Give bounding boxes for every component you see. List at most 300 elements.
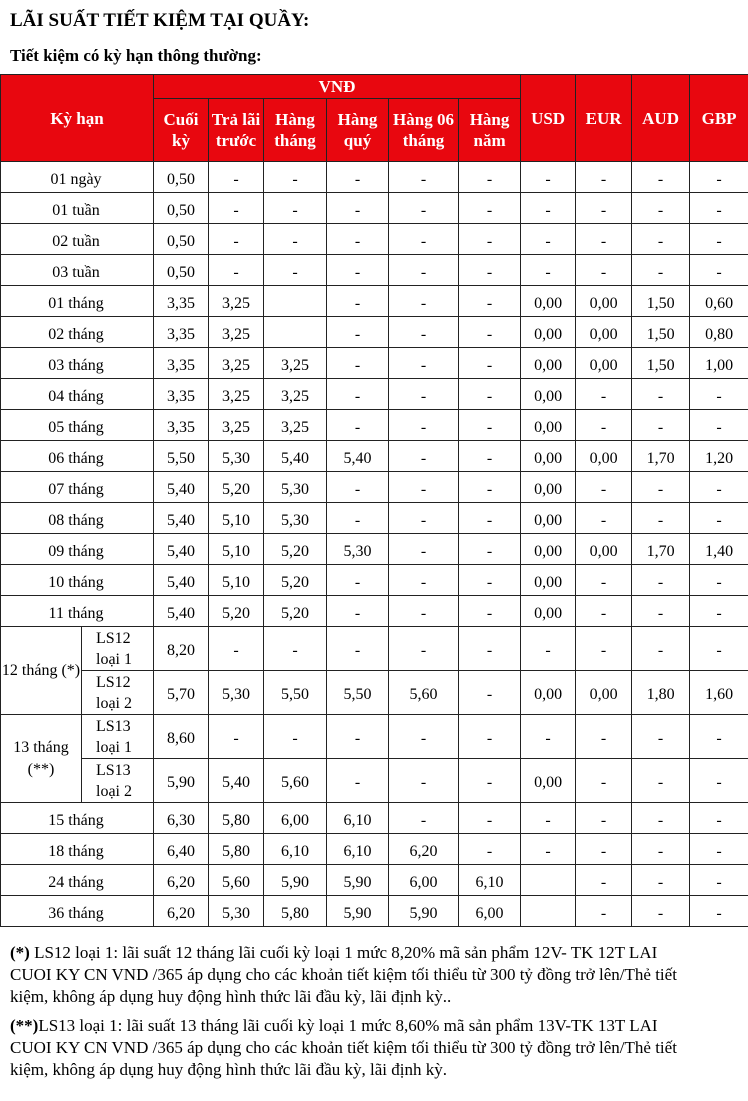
cell-usd: - [521, 834, 576, 865]
table-row [1, 671, 748, 715]
cell-usd: - [521, 224, 576, 255]
cell-eur: - [576, 759, 632, 803]
table-row [1, 896, 748, 927]
cell-annual: - [459, 715, 521, 759]
cell-quarterly: - [327, 255, 389, 286]
cell-annual: - [459, 627, 521, 671]
table-row [1, 715, 748, 759]
cell-monthly: - [264, 255, 327, 286]
cell-gbp: - [690, 193, 748, 224]
cell-semiannual: - [389, 803, 459, 834]
cell-gbp: - [690, 596, 748, 627]
cell-end-of-term: 0,50 [154, 162, 209, 193]
cell-monthly [264, 286, 327, 317]
cell-usd: 0,00 [521, 317, 576, 348]
footnote-mark: (*) [10, 943, 30, 962]
cell-prepaid: 5,40 [209, 759, 264, 803]
cell-usd: - [521, 627, 576, 671]
term-label: 01 tuần [1, 193, 154, 224]
cell-semiannual: 5,90 [389, 896, 459, 927]
term-label: 15 tháng [1, 803, 154, 834]
cell-monthly: 5,60 [264, 759, 327, 803]
cell-annual: - [459, 410, 521, 441]
cell-gbp: - [690, 224, 748, 255]
cell-eur: - [576, 896, 632, 927]
table-row [1, 472, 748, 503]
cell-quarterly: - [327, 715, 389, 759]
cell-prepaid: 3,25 [209, 317, 264, 348]
table-row [1, 759, 748, 803]
cell-annual: - [459, 162, 521, 193]
table-row [1, 503, 748, 534]
footnote-mark: (**) [10, 1016, 39, 1035]
cell-prepaid: 5,10 [209, 534, 264, 565]
product-label: LS12 loại 2 [82, 671, 154, 715]
footnote-ls12 [10, 942, 748, 1008]
table-row [1, 441, 748, 472]
header-aud: AUD [632, 75, 690, 162]
cell-usd: 0,00 [521, 759, 576, 803]
cell-monthly: 5,80 [264, 896, 327, 927]
cell-gbp: - [690, 834, 748, 865]
header-annual: Hàng năm [459, 99, 521, 162]
cell-eur: 0,00 [576, 286, 632, 317]
cell-quarterly: - [327, 317, 389, 348]
cell-annual: - [459, 834, 521, 865]
cell-aud: - [632, 896, 690, 927]
cell-quarterly: - [327, 286, 389, 317]
cell-aud: - [632, 224, 690, 255]
cell-gbp: - [690, 627, 748, 671]
cell-end-of-term: 5,40 [154, 596, 209, 627]
term-label: 09 tháng [1, 534, 154, 565]
cell-annual: - [459, 671, 521, 715]
cell-gbp: - [690, 472, 748, 503]
cell-end-of-term: 3,35 [154, 410, 209, 441]
cell-gbp: - [690, 162, 748, 193]
cell-gbp: 1,20 [690, 441, 748, 472]
cell-monthly: 5,30 [264, 503, 327, 534]
cell-monthly: 5,50 [264, 671, 327, 715]
cell-usd: 0,00 [521, 379, 576, 410]
cell-monthly: 5,20 [264, 565, 327, 596]
header-quarterly: Hàng quý [327, 99, 389, 162]
cell-monthly: 5,90 [264, 865, 327, 896]
cell-gbp: 0,80 [690, 317, 748, 348]
cell-end-of-term: 3,35 [154, 286, 209, 317]
cell-end-of-term: 8,60 [154, 715, 209, 759]
product-label: LS12 loại 1 [82, 627, 154, 671]
term-label: 07 tháng [1, 472, 154, 503]
cell-usd: 0,00 [521, 286, 576, 317]
cell-aud: - [632, 503, 690, 534]
cell-end-of-term: 6,20 [154, 896, 209, 927]
cell-monthly: - [264, 224, 327, 255]
cell-annual: - [459, 379, 521, 410]
cell-eur: - [576, 503, 632, 534]
table-row [1, 865, 748, 896]
cell-aud: - [632, 803, 690, 834]
cell-annual: - [459, 441, 521, 472]
term-label: 06 tháng [1, 441, 154, 472]
cell-semiannual: - [389, 534, 459, 565]
cell-eur: - [576, 410, 632, 441]
term-label: 11 tháng [1, 596, 154, 627]
term-group-label: 13 tháng (**) [1, 715, 82, 803]
cell-usd: 0,00 [521, 472, 576, 503]
header-vnd-group: VNĐ [154, 75, 521, 99]
cell-end-of-term: 3,35 [154, 317, 209, 348]
cell-quarterly: - [327, 162, 389, 193]
table-header [1, 75, 748, 162]
cell-gbp: - [690, 255, 748, 286]
cell-gbp: - [690, 803, 748, 834]
table-row [1, 627, 748, 671]
cell-gbp: - [690, 410, 748, 441]
cell-eur: - [576, 193, 632, 224]
cell-semiannual: - [389, 162, 459, 193]
cell-end-of-term: 5,40 [154, 565, 209, 596]
cell-eur: - [576, 865, 632, 896]
cell-semiannual: - [389, 286, 459, 317]
header-end-of-term: Cuối kỳ [154, 99, 209, 162]
cell-aud: - [632, 596, 690, 627]
cell-quarterly: 5,40 [327, 441, 389, 472]
cell-usd: - [521, 803, 576, 834]
cell-annual: - [459, 472, 521, 503]
table-row [1, 379, 748, 410]
cell-aud: - [632, 410, 690, 441]
cell-prepaid: - [209, 715, 264, 759]
footnote-text: LS13 loại 1: lãi suất 13 tháng lãi cuối kỳ loại 1 mức 8,60% mã sản phẩm 13V-TK 13T LAI [38, 1016, 658, 1035]
cell-quarterly: 5,90 [327, 896, 389, 927]
cell-quarterly: 5,30 [327, 534, 389, 565]
term-label: 03 tuần [1, 255, 154, 286]
cell-monthly: 3,25 [264, 410, 327, 441]
cell-aud: - [632, 472, 690, 503]
cell-usd: - [521, 715, 576, 759]
cell-end-of-term: 5,40 [154, 472, 209, 503]
footnote-text: kiệm, không áp dụng huy động hình thức lãi đầu kỳ, lãi định kỳ. [10, 1060, 447, 1079]
header-semiannual: Hàng 06 tháng [389, 99, 459, 162]
table-row [1, 834, 748, 865]
cell-eur: 0,00 [576, 441, 632, 472]
cell-annual: - [459, 759, 521, 803]
cell-monthly: 6,10 [264, 834, 327, 865]
cell-aud: - [632, 193, 690, 224]
cell-quarterly: - [327, 503, 389, 534]
cell-end-of-term: 5,50 [154, 441, 209, 472]
interest-rate-table [0, 74, 748, 927]
cell-end-of-term: 5,90 [154, 759, 209, 803]
footnote-text: CUOI KY CN VND /365 áp dụng cho các khoản tiết kiệm tối thiểu từ 300 tỷ đồng trở lên/Thẻ tiết [10, 1038, 677, 1057]
footnote-text: CUOI KY CN VND /365 áp dụng cho các khoản tiết kiệm tối thiểu từ 300 tỷ đồng trở lên/Thẻ tiết [10, 965, 677, 984]
term-label: 36 tháng [1, 896, 154, 927]
term-label: 05 tháng [1, 410, 154, 441]
cell-end-of-term: 0,50 [154, 255, 209, 286]
cell-usd [521, 896, 576, 927]
term-label: 10 tháng [1, 565, 154, 596]
cell-annual: - [459, 803, 521, 834]
cell-prepaid: 5,80 [209, 803, 264, 834]
term-group-label: 12 tháng (*) [1, 627, 82, 715]
cell-aud: - [632, 759, 690, 803]
term-label: 04 tháng [1, 379, 154, 410]
cell-monthly [264, 317, 327, 348]
cell-prepaid: 5,30 [209, 896, 264, 927]
cell-prepaid: - [209, 162, 264, 193]
cell-semiannual: - [389, 255, 459, 286]
cell-eur: - [576, 224, 632, 255]
cell-end-of-term: 6,40 [154, 834, 209, 865]
cell-semiannual: - [389, 193, 459, 224]
cell-gbp: 1,60 [690, 671, 748, 715]
cell-prepaid: 5,60 [209, 865, 264, 896]
cell-aud: 1,50 [632, 317, 690, 348]
term-label: 03 tháng [1, 348, 154, 379]
cell-semiannual: - [389, 441, 459, 472]
cell-monthly: 5,30 [264, 472, 327, 503]
cell-quarterly: 5,50 [327, 671, 389, 715]
cell-semiannual: - [389, 317, 459, 348]
cell-quarterly: - [327, 596, 389, 627]
term-label: 08 tháng [1, 503, 154, 534]
cell-monthly: 3,25 [264, 379, 327, 410]
cell-end-of-term: 0,50 [154, 224, 209, 255]
header-gbp: GBP [690, 75, 748, 162]
cell-gbp: 0,60 [690, 286, 748, 317]
cell-monthly: 3,25 [264, 348, 327, 379]
cell-semiannual: - [389, 410, 459, 441]
header-usd: USD [521, 75, 576, 162]
cell-annual: - [459, 596, 521, 627]
cell-semiannual: - [389, 379, 459, 410]
cell-prepaid: 5,30 [209, 671, 264, 715]
cell-annual: - [459, 503, 521, 534]
cell-annual: - [459, 317, 521, 348]
cell-aud: - [632, 865, 690, 896]
cell-annual: 6,10 [459, 865, 521, 896]
cell-eur: 0,00 [576, 534, 632, 565]
cell-semiannual: - [389, 503, 459, 534]
cell-annual: - [459, 193, 521, 224]
term-label: 24 tháng [1, 865, 154, 896]
cell-usd: 0,00 [521, 534, 576, 565]
cell-eur: 0,00 [576, 671, 632, 715]
cell-prepaid: - [209, 193, 264, 224]
cell-annual: 6,00 [459, 896, 521, 927]
cell-prepaid: - [209, 255, 264, 286]
cell-aud: - [632, 627, 690, 671]
cell-semiannual: - [389, 348, 459, 379]
term-label: 02 tuần [1, 224, 154, 255]
cell-eur: 0,00 [576, 348, 632, 379]
footnotes [10, 942, 748, 1088]
cell-aud: 1,80 [632, 671, 690, 715]
cell-prepaid: 5,30 [209, 441, 264, 472]
cell-annual: - [459, 286, 521, 317]
table-row [1, 255, 748, 286]
cell-gbp: - [690, 715, 748, 759]
table-row [1, 803, 748, 834]
cell-usd: 0,00 [521, 441, 576, 472]
cell-aud: 1,50 [632, 348, 690, 379]
cell-monthly: 5,20 [264, 596, 327, 627]
header-prepaid-interest: Trả lãi trước [209, 99, 264, 162]
cell-end-of-term: 6,30 [154, 803, 209, 834]
cell-annual: - [459, 348, 521, 379]
cell-quarterly: - [327, 193, 389, 224]
footnote-text: LS12 loại 1: lãi suất 12 tháng lãi cuối kỳ loại 1 mức 8,20% mã sản phẩm 12V- TK 12T LAI [29, 943, 658, 962]
cell-prepaid: 3,25 [209, 379, 264, 410]
table-row [1, 224, 748, 255]
cell-aud: 1,70 [632, 441, 690, 472]
cell-eur: - [576, 803, 632, 834]
cell-usd: - [521, 193, 576, 224]
cell-usd [521, 865, 576, 896]
cell-usd: - [521, 255, 576, 286]
cell-gbp: 1,40 [690, 534, 748, 565]
table-row [1, 162, 748, 193]
cell-usd: 0,00 [521, 410, 576, 441]
cell-prepaid: 5,20 [209, 596, 264, 627]
cell-semiannual: 5,60 [389, 671, 459, 715]
header-term: Kỳ hạn [1, 75, 154, 162]
cell-semiannual: 6,20 [389, 834, 459, 865]
header-monthly: Hàng tháng [264, 99, 327, 162]
cell-aud: - [632, 565, 690, 596]
table-row [1, 348, 748, 379]
header-eur: EUR [576, 75, 632, 162]
cell-annual: - [459, 534, 521, 565]
cell-prepaid: 3,25 [209, 348, 264, 379]
cell-eur: - [576, 834, 632, 865]
cell-gbp: - [690, 759, 748, 803]
cell-semiannual: 6,00 [389, 865, 459, 896]
cell-aud: - [632, 255, 690, 286]
cell-usd: 0,00 [521, 565, 576, 596]
cell-monthly: - [264, 162, 327, 193]
cell-semiannual: - [389, 565, 459, 596]
cell-prepaid: 5,10 [209, 503, 264, 534]
cell-annual: - [459, 224, 521, 255]
cell-usd: 0,00 [521, 503, 576, 534]
cell-prepaid: 3,25 [209, 410, 264, 441]
cell-usd: - [521, 162, 576, 193]
cell-eur: - [576, 596, 632, 627]
table-row [1, 193, 748, 224]
cell-eur: - [576, 379, 632, 410]
table-row [1, 317, 748, 348]
cell-eur: - [576, 627, 632, 671]
table-row [1, 565, 748, 596]
page-subtitle: Tiết kiệm có kỳ hạn thông thường: [10, 46, 262, 65]
cell-gbp: - [690, 896, 748, 927]
cell-gbp: - [690, 565, 748, 596]
cell-gbp: - [690, 379, 748, 410]
product-label: LS13 loại 2 [82, 759, 154, 803]
cell-monthly: - [264, 715, 327, 759]
cell-end-of-term: 3,35 [154, 379, 209, 410]
cell-quarterly: 5,90 [327, 865, 389, 896]
cell-quarterly: - [327, 759, 389, 803]
cell-aud: - [632, 162, 690, 193]
cell-annual: - [459, 255, 521, 286]
cell-quarterly: 6,10 [327, 803, 389, 834]
cell-aud: - [632, 715, 690, 759]
cell-eur: - [576, 255, 632, 286]
table-row [1, 534, 748, 565]
cell-prepaid: - [209, 627, 264, 671]
cell-quarterly: - [327, 224, 389, 255]
cell-semiannual: - [389, 715, 459, 759]
cell-quarterly: - [327, 565, 389, 596]
cell-aud: - [632, 379, 690, 410]
cell-end-of-term: 8,20 [154, 627, 209, 671]
table-row [1, 596, 748, 627]
cell-aud: 1,70 [632, 534, 690, 565]
cell-quarterly: - [327, 410, 389, 441]
cell-prepaid: 5,20 [209, 472, 264, 503]
cell-end-of-term: 3,35 [154, 348, 209, 379]
cell-eur: - [576, 715, 632, 759]
cell-gbp: - [690, 865, 748, 896]
cell-gbp: - [690, 503, 748, 534]
cell-semiannual: - [389, 472, 459, 503]
term-label: 02 tháng [1, 317, 154, 348]
cell-prepaid: - [209, 224, 264, 255]
cell-monthly: 6,00 [264, 803, 327, 834]
cell-eur: 0,00 [576, 317, 632, 348]
cell-gbp: 1,00 [690, 348, 748, 379]
cell-eur: - [576, 162, 632, 193]
term-label: 18 tháng [1, 834, 154, 865]
cell-monthly: - [264, 627, 327, 671]
cell-usd: 0,00 [521, 671, 576, 715]
cell-quarterly: - [327, 472, 389, 503]
cell-end-of-term: 6,20 [154, 865, 209, 896]
cell-prepaid: 5,10 [209, 565, 264, 596]
table-row [1, 286, 748, 317]
cell-prepaid: 5,80 [209, 834, 264, 865]
cell-usd: 0,00 [521, 348, 576, 379]
footnote-text: kiệm, không áp dụng huy động hình thức lãi đầu kỳ, lãi định kỳ.. [10, 987, 452, 1006]
product-label: LS13 loại 1 [82, 715, 154, 759]
cell-monthly: 5,20 [264, 534, 327, 565]
term-label: 01 tháng [1, 286, 154, 317]
table-body [1, 162, 748, 927]
cell-quarterly: - [327, 627, 389, 671]
cell-aud: 1,50 [632, 286, 690, 317]
cell-semiannual: - [389, 224, 459, 255]
term-label: 01 ngày [1, 162, 154, 193]
page-title: LÃI SUẤT TIẾT KIỆM TẠI QUẦY: [10, 10, 310, 31]
cell-quarterly: 6,10 [327, 834, 389, 865]
cell-prepaid: 3,25 [209, 286, 264, 317]
cell-end-of-term: 5,70 [154, 671, 209, 715]
cell-usd: 0,00 [521, 596, 576, 627]
footnote-ls13 [10, 1015, 748, 1081]
cell-annual: - [459, 565, 521, 596]
cell-quarterly: - [327, 348, 389, 379]
table-row [1, 410, 748, 441]
cell-semiannual: - [389, 596, 459, 627]
cell-eur: - [576, 565, 632, 596]
cell-semiannual: - [389, 627, 459, 671]
cell-end-of-term: 5,40 [154, 534, 209, 565]
cell-end-of-term: 0,50 [154, 193, 209, 224]
cell-end-of-term: 5,40 [154, 503, 209, 534]
